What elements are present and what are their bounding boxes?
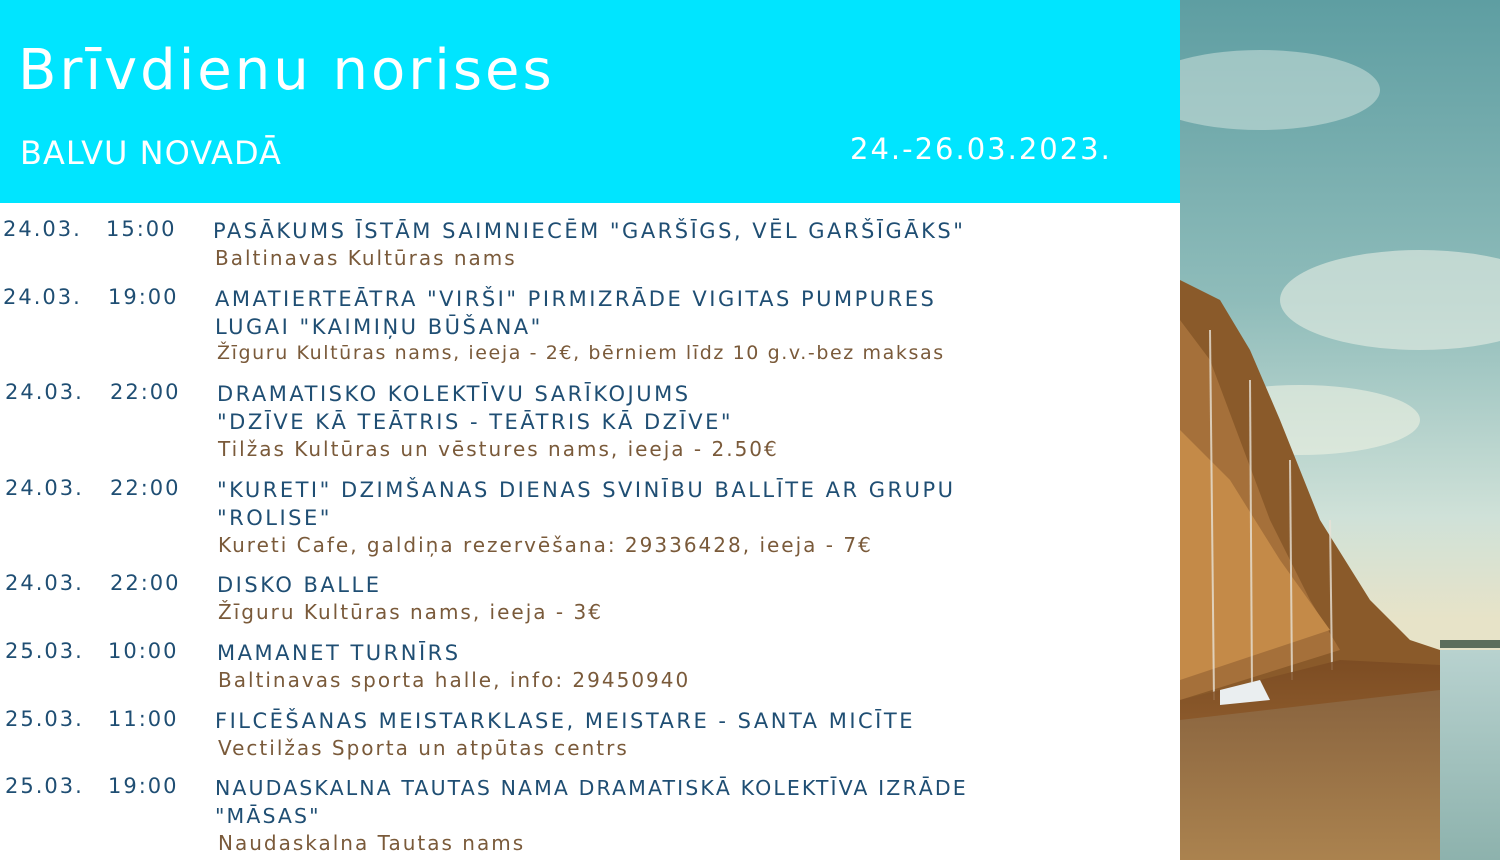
event-time: 22:00	[110, 380, 181, 404]
event-time: 22:00	[110, 476, 181, 500]
events-list	[0, 203, 1180, 860]
header-banner	[0, 0, 1180, 203]
event-title: "KURETI" DZIMŠANAS DIENAS SVINĪBU BALLĪTE AR GRUPU "ROLISE"	[217, 478, 956, 530]
event-time: 19:00	[108, 285, 179, 309]
event-place: Žīguru Kultūras nams, ieeja - 2€, bērniem līdz 10 g.v.-bez maksas	[217, 342, 945, 364]
region-subtitle: BALVU NOVADĀ	[20, 134, 282, 172]
event-title: AMATIERTEĀTRA "VIRŠI" PIRMIZRĀDE VIGITAS PUMPURES LUGAI "KAIMIŅU BŪŠANA"	[215, 287, 937, 339]
event-date: 24.03.	[5, 380, 84, 404]
event-title: PASĀKUMS ĪSTĀM SAIMNIECĒM "GARŠĪGS, VĒL GARŠĪGĀKS"	[213, 219, 966, 243]
event-date: 24.03.	[5, 571, 84, 595]
event-date: 24.03.	[3, 285, 82, 309]
event-place: Tilžas Kultūras un vēstures nams, ieeja - 2.50€	[218, 437, 779, 461]
date-range: 24.-26.03.2023.	[850, 132, 1112, 166]
event-time: 19:00	[108, 774, 179, 798]
event-time: 11:00	[108, 707, 179, 731]
event-place: Žīguru Kultūras nams, ieeja - 3€	[218, 600, 603, 624]
event-place: Baltinavas Kultūras nams	[215, 246, 517, 270]
event-date: 24.03.	[5, 476, 84, 500]
event-title: FILCĒŠANAS MEISTARKLASE, MEISTARE - SANTA MICĪTE	[215, 709, 915, 733]
event-time: 15:00	[106, 217, 177, 241]
event-date: 24.03.	[3, 217, 82, 241]
event-time: 22:00	[110, 571, 181, 595]
lake-landscape-image	[1180, 0, 1500, 860]
event-date: 25.03.	[5, 774, 84, 798]
event-place: Kureti Cafe, galdiņa rezervēšana: 29336428, ieeja - 7€	[218, 533, 873, 557]
event-place: Naudaskalna Tautas nams	[218, 831, 526, 855]
event-time: 10:00	[108, 639, 179, 663]
event-place: Baltinavas sporta halle, info: 29450940	[218, 668, 691, 692]
event-title: DISKO BALLE	[217, 573, 382, 597]
event-place: Vectilžas Sporta un atpūtas centrs	[218, 736, 629, 760]
event-title: NAUDASKALNA TAUTAS NAMA DRAMATISKĀ KOLEKTĪVA IZRĀDE "MĀSAS"	[215, 776, 968, 828]
event-date: 25.03.	[5, 707, 84, 731]
event-date: 25.03.	[5, 639, 84, 663]
page-title: Brīvdienu norises	[18, 38, 555, 103]
event-title: DRAMATISKO KOLEKTĪVU SARĪKOJUMS "DZĪVE KĀ TEĀTRIS - TEĀTRIS KĀ DZĪVE"	[217, 382, 734, 434]
lake-photo	[1180, 0, 1500, 860]
event-title: MAMANET TURNĪRS	[217, 641, 461, 665]
